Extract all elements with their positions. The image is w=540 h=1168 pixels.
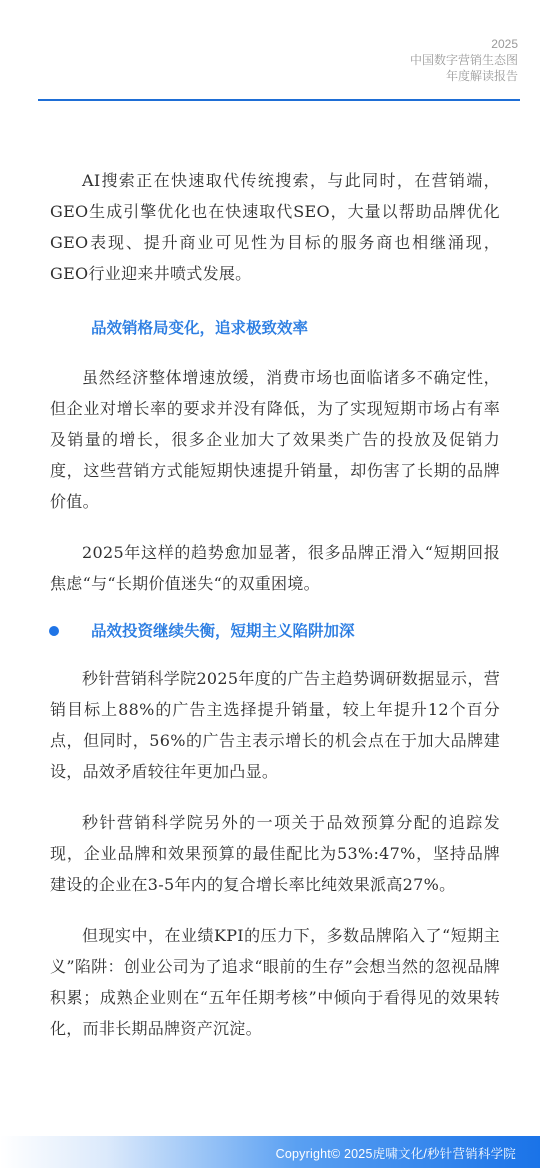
section-heading-imbalance (50, 617, 500, 645)
bullet-dot-icon (49, 626, 59, 636)
section-heading-efficiency: 品效销格局变化，追求极致效率 (91, 319, 309, 337)
paragraph-economy: 虽然经济整体增速放缓，消费市场也面临诸多不确定性，但企业对增长率的要求并没有降低，为了实现短期市场占有率及销量的增长，很多企业加大了效果类广告的投放及促销力度，这些营销方式能短期快速提升销量，却伤害了长期的品牌价值。 (50, 368, 500, 511)
paragraph-short-termism: 但现实中，在业绩KPI的压力下，多数品牌陷入了“短期主义”陷阱：创业公司为了追求“眼前的生存”会想当然的忽视品牌积累；成熟企业则在“五年任期考核”中倾向于看得见的效果转化，而非长期品牌资产沉淀。 (50, 926, 500, 1038)
footer-copyright: Copyright© 2025虎啸文化/秒针营销科学院 (275, 1147, 516, 1161)
header-title-line2: 年度解读报告 (445, 69, 518, 83)
paragraph-trend-2025: 2025年这样的趋势愈加显著，很多品牌正滑入“短期回报焦虑“与“长期价值迷失“的双重困境。 (50, 543, 500, 593)
paragraph-geo: AI搜索正在快速取代传统搜索，与此同时，在营销端，GEO生成引擎优化也在快速取代SEO，大量以帮助品牌优化GEO表现、提升商业可见性为目标的服务商也相继涌现，GEO行业迎来井喷式发展。 (50, 171, 500, 283)
article-body (50, 165, 500, 1044)
report-header (410, 36, 518, 84)
section-heading-imbalance-text: 品效投资继续失衡，短期主义陷阱加深 (91, 622, 355, 640)
header-divider (38, 99, 520, 101)
paragraph-budget-ratio: 秒针营销科学院另外的一项关于品效预算分配的追踪发现，企业品牌和效果预算的最佳配比为53%:47%，坚持品牌建设的企业在3-5年内的复合增长率比纯效果派高27%。 (50, 813, 500, 894)
header-title-line1: 中国数字营销生态图 (409, 53, 518, 67)
header-year: 2025 (491, 37, 518, 51)
paragraph-survey: 秒针营销科学院2025年度的广告主趋势调研数据显示，营销目标上88%的广告主选择提升销量，较上年提升12个百分点，但同时，56%的广告主表示增长的机会点在于加大品牌建设，品效矛盾较往年更加凸显。 (50, 669, 500, 781)
footer-bar (0, 1136, 540, 1168)
